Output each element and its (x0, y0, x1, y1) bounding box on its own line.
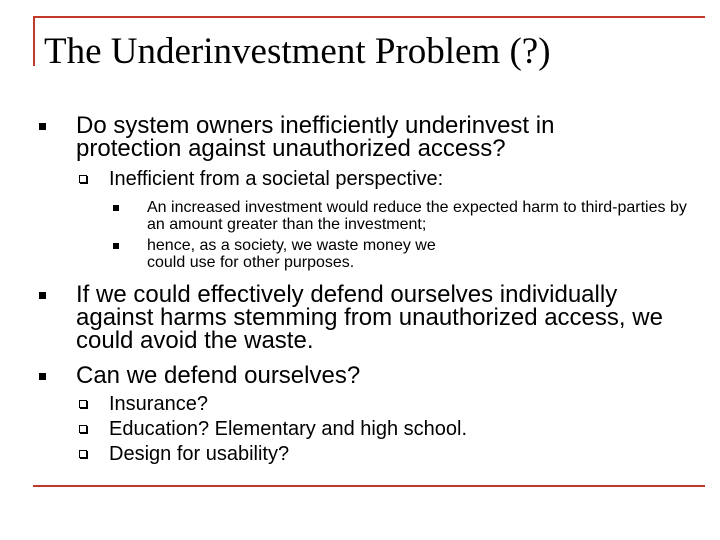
subsubbullet-increased-investment (113, 199, 688, 233)
square-bullet-icon (39, 123, 46, 130)
subbullet-education (79, 418, 639, 440)
square-bullet-icon (113, 205, 119, 211)
subbullet-text: Education? Elementary and high school. (109, 418, 468, 440)
bullet-text: Do system owners inefficiently underinvest in protection against unauthorized access? (76, 112, 555, 162)
hollow-square-bullet-icon (79, 450, 87, 458)
subbullet-inefficient (79, 168, 579, 190)
square-bullet-icon (39, 292, 46, 299)
bullet-text: If we could effectively defend ourselves individually against harms stemming from unauthorized access, we could avoid the waste. (76, 281, 663, 354)
square-bullet-icon (39, 373, 46, 380)
subsubbullet-text: An increased investment would reduce the expected harm to third-parties by an amount greater than the investment; (147, 199, 687, 233)
hollow-square-bullet-icon (79, 425, 87, 433)
slide-title: The Underinvestment Problem (?) (44, 31, 551, 72)
square-bullet-icon (113, 243, 119, 249)
title-top-rule (33, 16, 705, 18)
subbullet-insurance (79, 393, 639, 415)
subsubbullet-waste-money (113, 237, 688, 271)
bullet-text: Can we defend ourselves? (76, 362, 361, 389)
subsubbullet-text: hence, as a society, we waste money we could use for other purposes. (147, 237, 436, 271)
subbullet-design-usability (79, 443, 639, 465)
bottom-rule (33, 485, 705, 487)
bullet-underinvest-question (39, 114, 609, 160)
subbullet-text: Design for usability? (109, 443, 290, 465)
subbullet-text: Insurance? (109, 393, 208, 415)
subbullet-text: Inefficient from a societal perspective: (109, 168, 444, 190)
bullet-defend-individually (39, 283, 679, 352)
hollow-square-bullet-icon (79, 175, 87, 183)
hollow-square-bullet-icon (79, 400, 87, 408)
title-left-rule (33, 16, 35, 66)
bullet-can-we-defend (39, 364, 639, 387)
